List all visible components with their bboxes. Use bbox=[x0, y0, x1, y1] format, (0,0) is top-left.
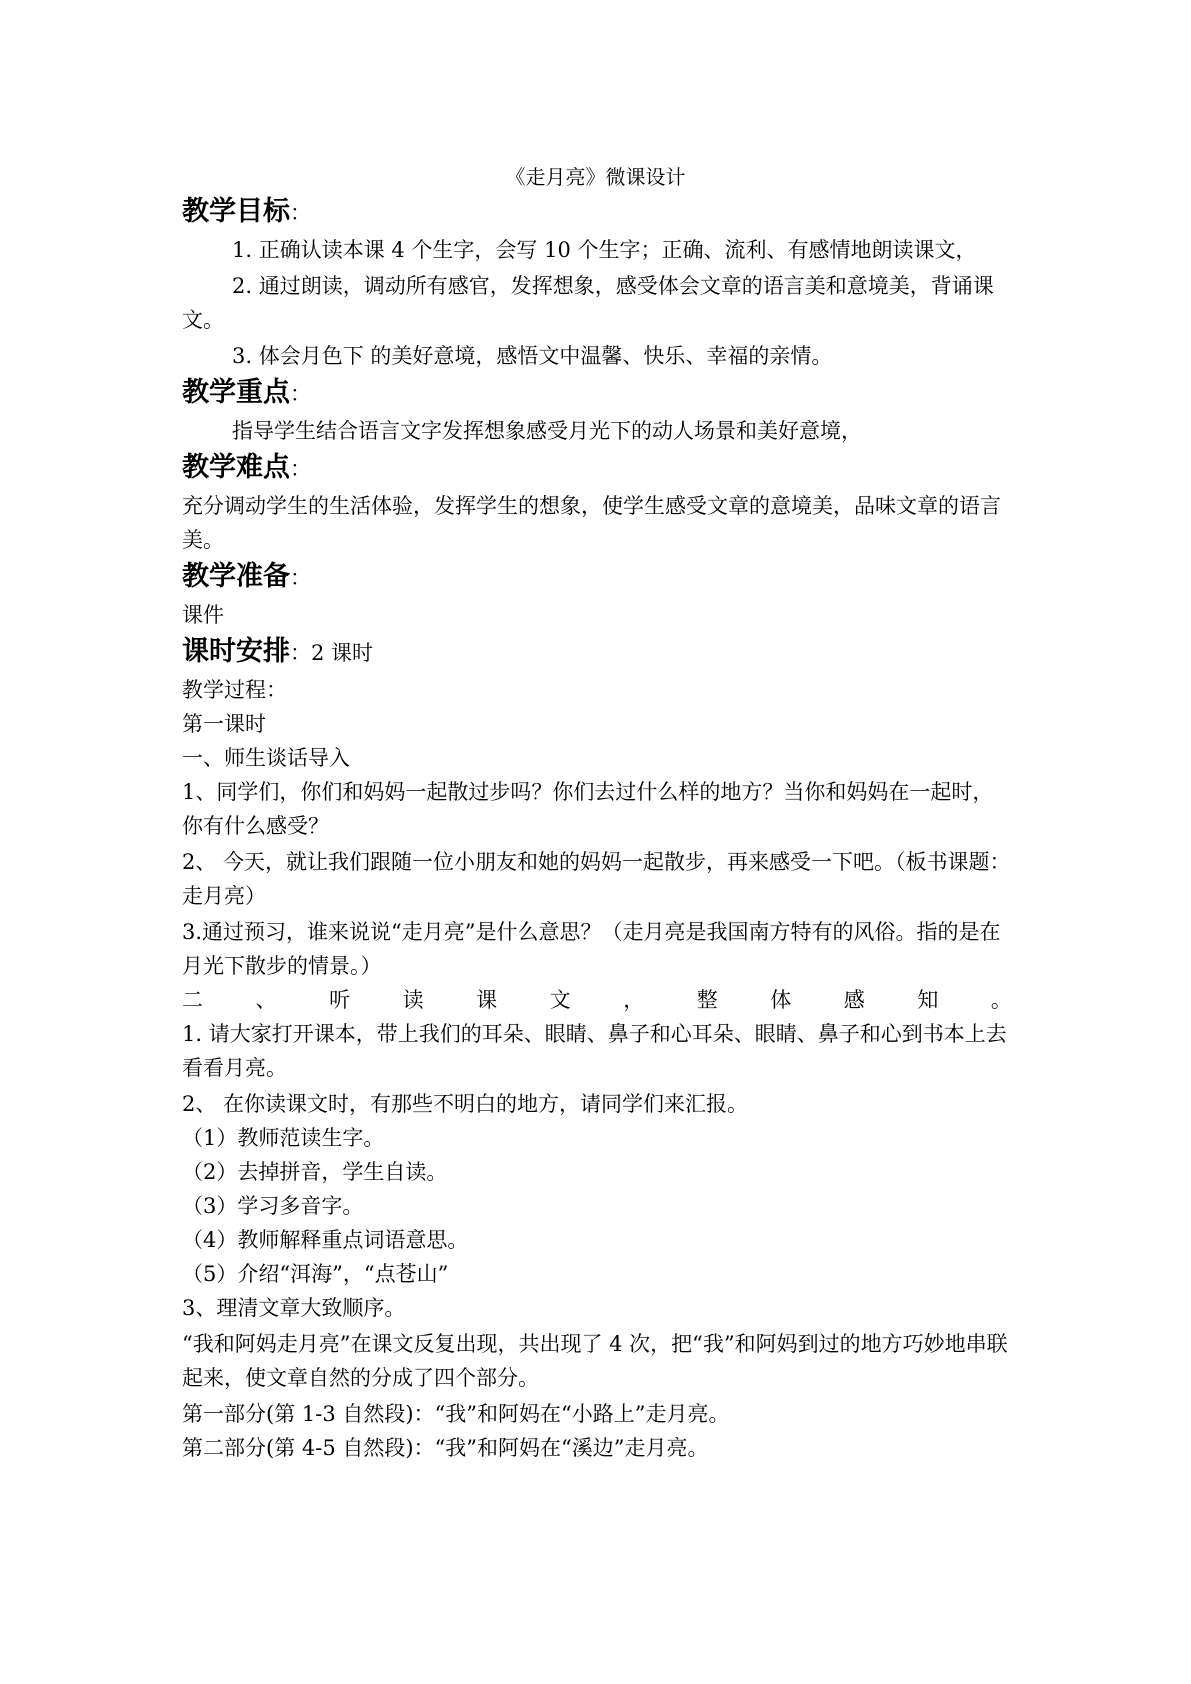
schedule-value: 2 课时 bbox=[311, 641, 374, 665]
part1-title: 一、师生谈话导入 bbox=[182, 746, 350, 770]
part2-subitem: （2）去掉拼音，学生自读。 bbox=[182, 1160, 448, 1184]
part2-item: 2、 在你读课文时，有那些不明白的地方，请同学们来汇报。 bbox=[182, 1092, 749, 1116]
part2-subitem: （5）介绍“洱海”，“点苍山” bbox=[182, 1262, 449, 1286]
key-points-text: 指导学生结合语言文字发挥想象感受月光下的动人场景和美好意境， bbox=[232, 419, 862, 443]
difficulties-text: 充分调动学生的生活体验，发挥学生的想象，使学生感受文章的意境美，品味文章的语言美。 bbox=[182, 494, 1001, 552]
part2-item: 3、理清文章大致顺序。 bbox=[182, 1296, 406, 1320]
part1-item: 2、 今天，就让我们跟随一位小朋友和她的妈妈一起散步，再来感受一下吧。（板书课题：走月亮） bbox=[182, 850, 1011, 908]
part1-item: 1、同学们，你们和妈妈一起散过步吗？你们去过什么样的地方？当你和妈妈在一起时，你有什么感受？ bbox=[182, 780, 994, 838]
part2-item: 1. 请大家打开课本，带上我们的耳朵、眼睛、鼻子和心耳朵、眼睛、鼻子和心到书本上去看看月亮。 bbox=[182, 1022, 1007, 1080]
objective-item: 3. 体会月色下 的美好意境，感悟文中温馨、快乐、幸福的亲情。 bbox=[232, 344, 833, 368]
lesson-label: 第一课时 bbox=[182, 712, 266, 736]
document-title: 《走月亮》微课设计 bbox=[505, 165, 686, 189]
document-body bbox=[182, 192, 1012, 1465]
part2-subitem: （4）教师解释重点词语意思。 bbox=[182, 1228, 469, 1252]
section-line: 第二部分(第 4-5 自然段)：“我”和阿妈在“溪边”走月亮。 bbox=[182, 1436, 709, 1460]
schedule-heading: 课时安排：2 课时 bbox=[182, 636, 374, 667]
part2-subitem: （3）学习多音字。 bbox=[182, 1194, 364, 1218]
objective-item: 2. 通过朗读，调动所有感官，发挥想象，感受体会文章的语言美和意境美，背诵课文。 bbox=[182, 274, 994, 332]
objectives-heading: 教学目标： bbox=[182, 196, 311, 227]
part2-title: 二 、 听 读 课 文 ， 整 体 感 知 。 bbox=[182, 988, 1012, 1012]
difficulties-heading: 教学难点： bbox=[182, 452, 311, 483]
process-label: 教学过程： bbox=[182, 678, 287, 702]
key-points-heading: 教学重点： bbox=[182, 377, 311, 408]
order-text: “我和阿妈走月亮”在课文反复出现，共出现了 4 次，把“我”和阿妈到过的地方巧妙地串联起来，使文章自然的分成了四个部分。 bbox=[182, 1332, 1008, 1390]
preparation-text: 课件 bbox=[182, 603, 224, 627]
preparation-heading: 教学准备： bbox=[182, 561, 311, 592]
part2-subitem: （1）教师范读生字。 bbox=[182, 1126, 385, 1150]
section-line: 第一部分(第 1-3 自然段)：“我”和阿妈在“小路上”走月亮。 bbox=[182, 1402, 730, 1426]
part1-item: 3.通过预习，谁来说说“走月亮”是什么意思？（走月亮是我国南方特有的风俗。指的是在月光下散步的情景。） bbox=[182, 920, 1001, 978]
objective-item: 1. 正确认读本课 4 个生字，会写 10 个生字；正确、流利、有感情地朗读课文， bbox=[232, 238, 977, 262]
